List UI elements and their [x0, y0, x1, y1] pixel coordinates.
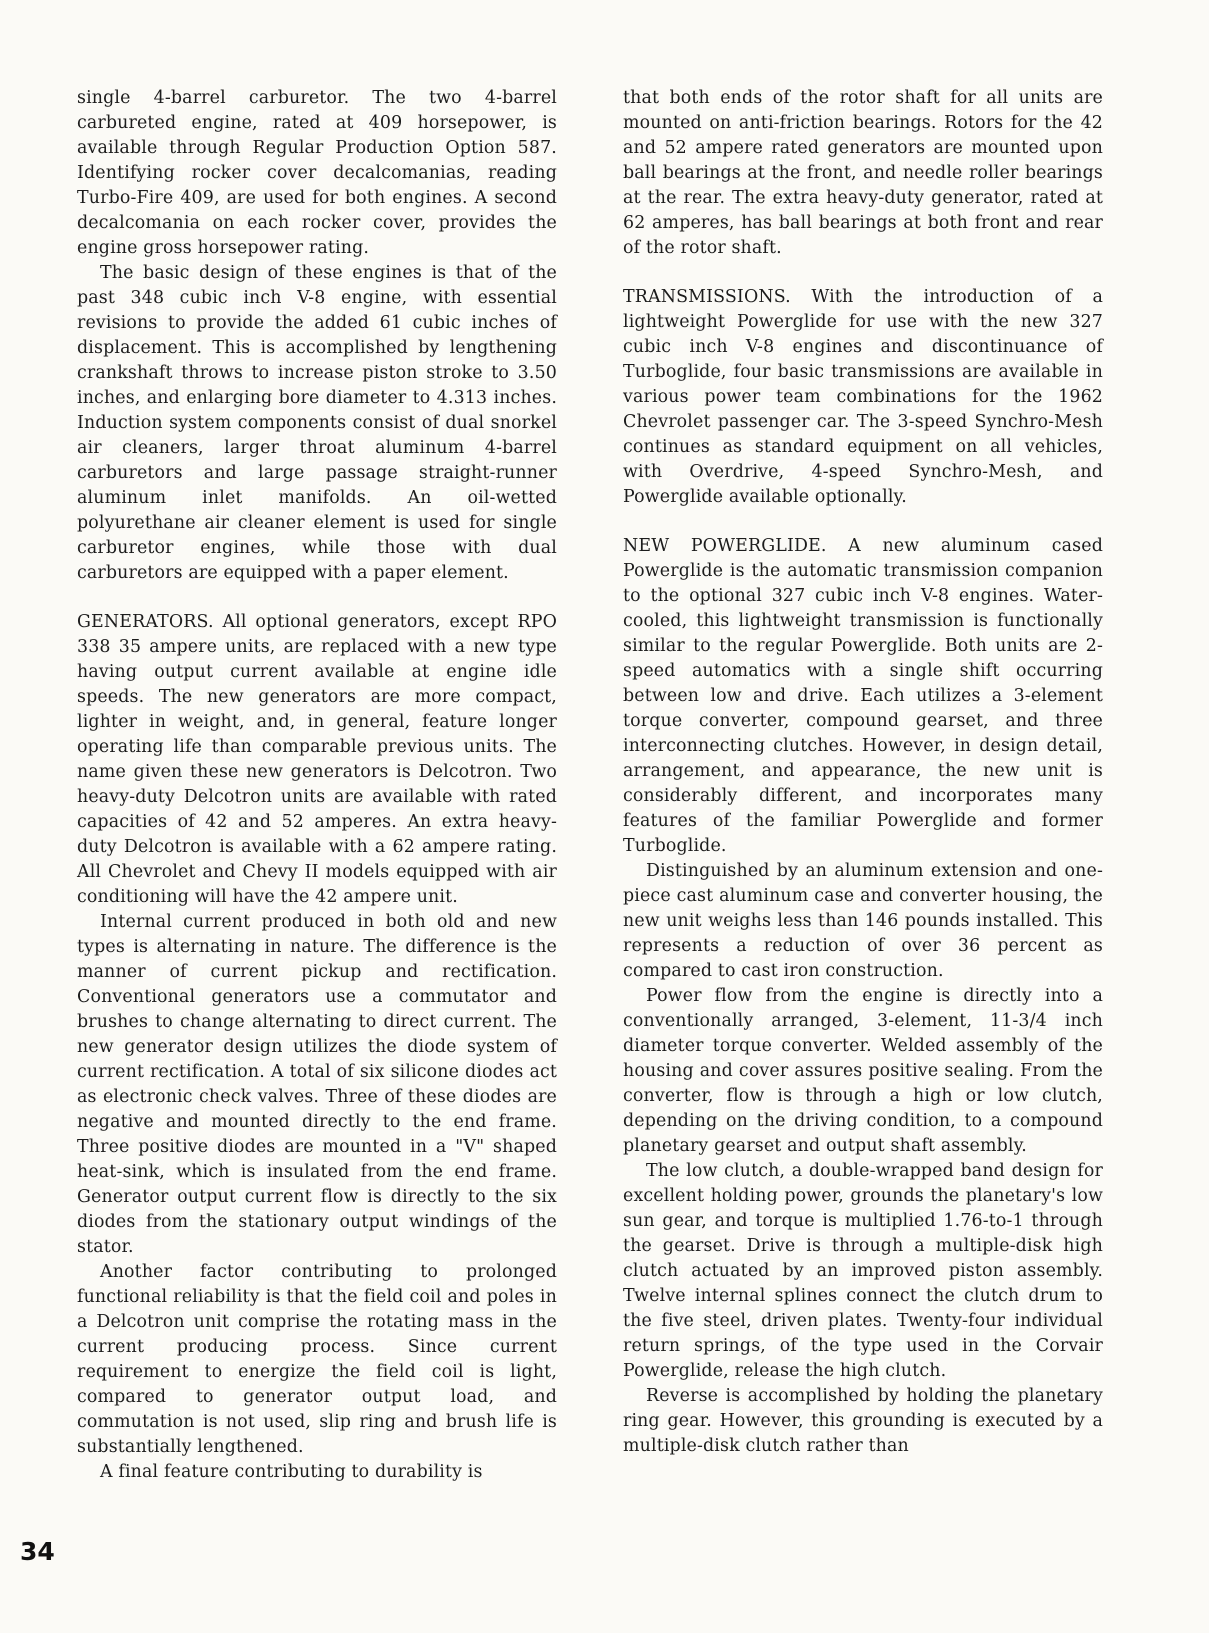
paragraph-engine-option: single 4-barrel carburetor. The two 4-barrel carbureted engine, rated at 409 horsepower, is available through Regular Production Option 587. Identifying rocker cover decalcomanias, reading Turbo-Fire 409, are used for both engines. A second decalcomania on each rocker cover, provides the engine gross horsepower rating.	[77, 88, 557, 258]
paragraph-generators: GENERATORS. All optional generators, except RPO 338 35 ampere units, are replaced with a new type having output current available at engine idle speeds. The new generators are more compact, lighter in weight, and, in general, feature longer operating life than comparable previous units. The name given these new generators is Delcotron. Two heavy-duty Delcotron units are available with rated capacities of 42 and 52 amperes. An extra heavy-duty Delcotron is available with a 62 ampere rating. All Chevrolet and Chevy II models equipped with air conditioning will have the 42 ampere unit.	[77, 612, 557, 907]
paragraph-durability-start: A final feature contributing to durability is	[100, 1462, 483, 1482]
paragraph-engine-design: The basic design of these engines is that of the past 348 cubic inch V-8 engine, with essential revisions to provide the added 61 cubic inches of displacement. This is accomplished by lengthening crankshaft throws to increase piston stroke to 3.50 inches, and enlarging bore diameter to 4.313 inches. Induction system components consist of dual snorkel air cleaners, larger throat aluminum 4-barrel carburetors and large passage straight-runner aluminum inlet manifolds. An oil-wetted polyurethane air cleaner element is used for single carburetor engines, while those with dual carburetors are equipped with a paper element.	[77, 263, 557, 583]
paragraph-aluminum-case: Distinguished by an aluminum extension and one-piece cast aluminum case and converter housing, the new unit weighs less than 146 pounds installed. This represents a reduction of over 36 percent as compared to cast iron construction.	[623, 861, 1103, 981]
paragraph-reverse: Reverse is accomplished by holding the planetary ring gear. However, this grounding is executed by a multiple-disk clutch rather than	[623, 1386, 1103, 1456]
right-column	[623, 86, 1103, 1459]
paragraph-power-flow: Power flow from the engine is directly into a conventionally arranged, 3-element, 11-3/4 inch diameter torque converter. Welded assembly of the housing and cover assures positive sealing. From the converter, flow is through a high or low clutch, depending on the driving condition, to a compound planetary gearset and output shaft assembly.	[623, 986, 1103, 1156]
paragraph-internal-current: Internal current produced in both old and new types is alternating in nature. The difference is the manner of current pickup and rectification. Conventional generators use a commutator and brushes to change alternating to direct current. The new generator design utilizes the diode system of current rectification. A total of six silicone diodes act as electronic check valves. Three of these diodes are negative and mounted directly to the end frame. Three positive diodes are mounted in a "V" shaped heat-sink, which is insulated from the end frame. Generator output current flow is directly to the six diodes from the stationary output windings of the stator.	[77, 912, 557, 1257]
paragraph-new-powerglide: NEW POWERGLIDE. A new aluminum cased Powerglide is the automatic transmission companion to the optional 327 cubic inch V-8 engines. Water-cooled, this lightweight transmission is functionally similar to the regular Powerglide. Both units are 2-speed automatics with a single shift occurring between low and drive. Each utilizes a 3-element torque converter, compound gearset, and three interconnecting clutches. However, in design detail, arrangement, and appearance, the new unit is considerably different, and incorporates many features of the familiar Powerglide and former Turboglide.	[623, 536, 1103, 856]
paragraph-reliability: Another factor contributing to prolonged functional reliability is that the field coil and poles in a Delcotron unit comprise the rotating mass in the current producing process. Since current requirement to energize the field coil is light, compared to generator output load, and commutation is not used, slip ring and brush life is substantially lengthened.	[77, 1262, 557, 1457]
paragraph-transmissions: TRANSMISSIONS. With the introduction of a lightweight Powerglide for use with the new 327 cubic inch V-8 engines and discontinuance of Turboglide, four basic transmissions are available in various power team combinations for the 1962 Chevrolet passenger car. The 3-speed Synchro-Mesh continues as standard equipment on all vehicles, with Overdrive, 4-speed Synchro-Mesh, and Powerglide available optionally.	[623, 287, 1103, 507]
left-column	[77, 86, 557, 1485]
page-number: 34	[20, 1537, 55, 1566]
paragraph-low-clutch: The low clutch, a double-wrapped band design for excellent holding power, grounds the planetary's low sun gear, and torque is multiplied 1.76-to-1 through the gearset. Drive is through a multiple-disk high clutch actuated by an improved piston assembly. Twelve internal splines connect the clutch drum to the five steel, driven plates. Twenty-four individual return springs, of the type used in the Corvair Powerglide, release the high clutch.	[623, 1161, 1103, 1381]
paragraph-rotor-bearings: that both ends of the rotor shaft for all units are mounted on anti-friction bearings. Rotors for the 42 and 52 ampere rated generators are mounted upon ball bearings at the front, and needle roller bearings at the rear. The extra heavy-duty generator, rated at 62 amperes, has ball bearings at both front and rear of the rotor shaft.	[623, 88, 1103, 258]
